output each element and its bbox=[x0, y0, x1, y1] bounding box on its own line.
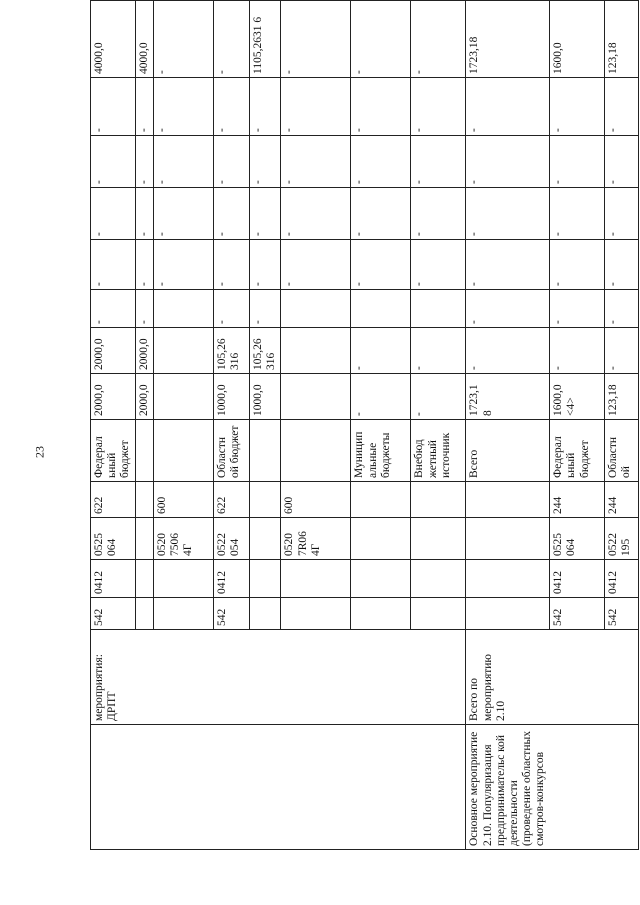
table-row bbox=[351, 1, 411, 850]
table-cell: - bbox=[351, 374, 411, 420]
table-cell: 1105,2631 6 bbox=[249, 1, 280, 78]
table-cell: 542 bbox=[213, 598, 249, 630]
table-cell: Основное мероприятие 2.10. Популяризация предпринимательс кой деятельности (проведение областных смотров-конкурсов bbox=[466, 725, 550, 850]
table-cell: 0412 bbox=[91, 560, 136, 598]
table-cell: - bbox=[351, 240, 411, 290]
table-cell bbox=[249, 598, 280, 630]
table-cell bbox=[135, 420, 153, 482]
table-cell: 105,26 316 bbox=[249, 328, 280, 374]
table-cell: - bbox=[466, 240, 550, 290]
table-cell: - bbox=[213, 1, 249, 78]
table-cell bbox=[351, 518, 411, 560]
table-cell: Внебюд жетный источник bbox=[411, 420, 466, 482]
table-cell bbox=[351, 560, 411, 598]
table-row bbox=[550, 1, 605, 850]
table-cell bbox=[153, 374, 213, 420]
table-cell: - bbox=[466, 78, 550, 136]
table-cell: - bbox=[249, 290, 280, 328]
table-cell: - bbox=[605, 136, 639, 188]
table-cell: - bbox=[550, 290, 605, 328]
table-cell: - bbox=[135, 240, 153, 290]
table-cell bbox=[213, 630, 249, 725]
table-cell: Муницип альные бюджеты bbox=[351, 420, 411, 482]
table-cell bbox=[605, 725, 639, 850]
table-cell bbox=[213, 725, 249, 850]
table-cell bbox=[281, 290, 351, 328]
table-cell bbox=[135, 518, 153, 560]
rotated-table-wrapper bbox=[90, 0, 633, 850]
table-cell: - bbox=[249, 136, 280, 188]
table-cell bbox=[135, 598, 153, 630]
table-cell bbox=[466, 518, 550, 560]
table-cell: 2000,0 bbox=[135, 328, 153, 374]
table-cell: - bbox=[351, 78, 411, 136]
table-cell bbox=[466, 482, 550, 518]
table-cell: 1723,18 bbox=[466, 1, 550, 78]
table-cell: 542 bbox=[605, 598, 639, 630]
table-cell: 542 bbox=[550, 598, 605, 630]
table-cell: 1000,0 bbox=[249, 374, 280, 420]
table-cell bbox=[411, 560, 466, 598]
table-cell: Областн ой бюджет bbox=[213, 420, 249, 482]
table-cell: 2000,0 bbox=[91, 374, 136, 420]
table-cell: - bbox=[91, 240, 136, 290]
table-cell: 123,18 bbox=[605, 1, 639, 78]
table-cell: - bbox=[213, 78, 249, 136]
table-row bbox=[605, 1, 639, 850]
table-cell bbox=[351, 598, 411, 630]
table-cell bbox=[153, 598, 213, 630]
table-cell: 4000,0 bbox=[135, 1, 153, 78]
table-cell: - bbox=[249, 240, 280, 290]
table-cell: - bbox=[91, 78, 136, 136]
table-body bbox=[91, 1, 639, 850]
table-cell: - bbox=[249, 188, 280, 240]
table-cell bbox=[411, 518, 466, 560]
table-cell: 0525 064 bbox=[550, 518, 605, 560]
table-cell: - bbox=[213, 240, 249, 290]
table-cell: - bbox=[351, 188, 411, 240]
table-cell: - bbox=[605, 188, 639, 240]
table-row bbox=[91, 1, 136, 850]
table-row bbox=[281, 1, 351, 850]
table-cell bbox=[249, 560, 280, 598]
table-cell bbox=[249, 630, 280, 725]
table-cell bbox=[153, 328, 213, 374]
table-cell: 622 bbox=[213, 482, 249, 518]
table-cell: 0412 bbox=[213, 560, 249, 598]
table-cell: - bbox=[605, 240, 639, 290]
table-cell bbox=[249, 518, 280, 560]
table-cell: - bbox=[91, 290, 136, 328]
table-cell bbox=[550, 725, 605, 850]
table-row bbox=[213, 1, 249, 850]
table-row bbox=[411, 1, 466, 850]
table-cell: 123,18 bbox=[605, 374, 639, 420]
table-cell: 0525 064 bbox=[91, 518, 136, 560]
table-cell: Федерал ьный бюджет bbox=[91, 420, 136, 482]
table-cell: - bbox=[605, 328, 639, 374]
table-cell: - bbox=[91, 136, 136, 188]
table-cell bbox=[351, 630, 411, 725]
table-cell: 4000,0 bbox=[91, 1, 136, 78]
table-cell bbox=[281, 420, 351, 482]
table-cell bbox=[249, 482, 280, 518]
table-cell bbox=[411, 630, 466, 725]
table-cell: - bbox=[411, 78, 466, 136]
table-cell: - bbox=[135, 78, 153, 136]
table-cell bbox=[135, 482, 153, 518]
table-cell: - bbox=[135, 136, 153, 188]
table-cell: 244 bbox=[550, 482, 605, 518]
table-cell: - bbox=[550, 188, 605, 240]
table-cell: - bbox=[466, 328, 550, 374]
table-cell bbox=[605, 630, 639, 725]
table-cell bbox=[153, 725, 213, 850]
table-cell: - bbox=[213, 188, 249, 240]
table-cell: - bbox=[605, 290, 639, 328]
table-row bbox=[135, 1, 153, 850]
table-cell: - bbox=[411, 374, 466, 420]
table-cell: Всего по мероприятию 2.10 bbox=[466, 630, 550, 725]
table-cell bbox=[351, 290, 411, 328]
table-cell bbox=[91, 725, 136, 850]
table-cell: - bbox=[550, 136, 605, 188]
table-cell bbox=[281, 630, 351, 725]
table-cell bbox=[135, 630, 153, 725]
table-cell bbox=[351, 725, 411, 850]
table-cell bbox=[281, 560, 351, 598]
table-cell: 0412 bbox=[605, 560, 639, 598]
table-cell: мероприятия: ДРПТ bbox=[91, 630, 136, 725]
table-cell: 2000,0 bbox=[91, 328, 136, 374]
table-cell: 105,26 316 bbox=[213, 328, 249, 374]
table-cell bbox=[153, 420, 213, 482]
table-cell: - bbox=[411, 240, 466, 290]
table-cell: - bbox=[466, 290, 550, 328]
table-cell bbox=[135, 725, 153, 850]
table-row bbox=[466, 1, 550, 850]
table-cell: 0522 195 bbox=[605, 518, 639, 560]
table-cell: - bbox=[281, 78, 351, 136]
table-cell: 1723,1 8 bbox=[466, 374, 550, 420]
table-cell: - bbox=[153, 1, 213, 78]
table-cell: - bbox=[351, 328, 411, 374]
table-cell: 600 bbox=[281, 482, 351, 518]
table-cell bbox=[411, 482, 466, 518]
table-cell: 0412 bbox=[550, 560, 605, 598]
table-cell: - bbox=[466, 136, 550, 188]
table-cell bbox=[351, 482, 411, 518]
table-cell: Всего bbox=[466, 420, 550, 482]
table-cell: 622 bbox=[91, 482, 136, 518]
table-cell: - bbox=[550, 240, 605, 290]
table-cell: - bbox=[466, 188, 550, 240]
table-cell: - bbox=[249, 78, 280, 136]
table-cell: - bbox=[153, 188, 213, 240]
table-cell bbox=[466, 598, 550, 630]
table-cell: 0520 7506 4Г bbox=[153, 518, 213, 560]
table-cell bbox=[281, 328, 351, 374]
table-cell: 1600,0 bbox=[550, 1, 605, 78]
table-cell: - bbox=[135, 188, 153, 240]
table-cell: - bbox=[281, 188, 351, 240]
table-cell bbox=[249, 420, 280, 482]
table-cell bbox=[281, 598, 351, 630]
table-cell: - bbox=[91, 188, 136, 240]
table-cell: - bbox=[135, 290, 153, 328]
table-cell bbox=[249, 725, 280, 850]
table-cell: - bbox=[153, 240, 213, 290]
table-cell: - bbox=[213, 290, 249, 328]
table-cell: 1600,0 <4> bbox=[550, 374, 605, 420]
table-cell: - bbox=[411, 328, 466, 374]
table-cell: 0520 7R06 4Г bbox=[281, 518, 351, 560]
table-cell: - bbox=[411, 136, 466, 188]
table-cell: - bbox=[550, 78, 605, 136]
table-cell: - bbox=[153, 136, 213, 188]
table-cell: - bbox=[281, 240, 351, 290]
table-cell: - bbox=[281, 1, 351, 78]
table-cell: 542 bbox=[91, 598, 136, 630]
table-cell: 2000,0 bbox=[135, 374, 153, 420]
table-row bbox=[249, 1, 280, 850]
table-cell: 244 bbox=[605, 482, 639, 518]
table-row bbox=[153, 1, 213, 850]
table-cell: - bbox=[605, 78, 639, 136]
table-cell bbox=[135, 560, 153, 598]
table-cell: - bbox=[351, 136, 411, 188]
table-cell: Областн ой bbox=[605, 420, 639, 482]
table-cell: - bbox=[411, 188, 466, 240]
table-cell: - bbox=[281, 136, 351, 188]
table-cell: - bbox=[411, 1, 466, 78]
table-cell: - bbox=[153, 78, 213, 136]
table-cell: - bbox=[351, 1, 411, 78]
table-cell: - bbox=[213, 136, 249, 188]
table-cell bbox=[153, 290, 213, 328]
table-cell bbox=[411, 725, 466, 850]
table-cell bbox=[281, 725, 351, 850]
table-cell bbox=[153, 560, 213, 598]
table-cell bbox=[153, 630, 213, 725]
table-cell: Федерал ьный бюджет bbox=[550, 420, 605, 482]
table-cell bbox=[550, 630, 605, 725]
table-cell bbox=[411, 598, 466, 630]
table-cell: - bbox=[550, 328, 605, 374]
page-number: 23 bbox=[32, 446, 47, 458]
budget-table bbox=[90, 0, 639, 850]
table-cell bbox=[281, 374, 351, 420]
table-cell: 600 bbox=[153, 482, 213, 518]
table-cell bbox=[411, 290, 466, 328]
table-cell: 1000,0 bbox=[213, 374, 249, 420]
table-cell: 0522 054 bbox=[213, 518, 249, 560]
table-cell bbox=[466, 560, 550, 598]
